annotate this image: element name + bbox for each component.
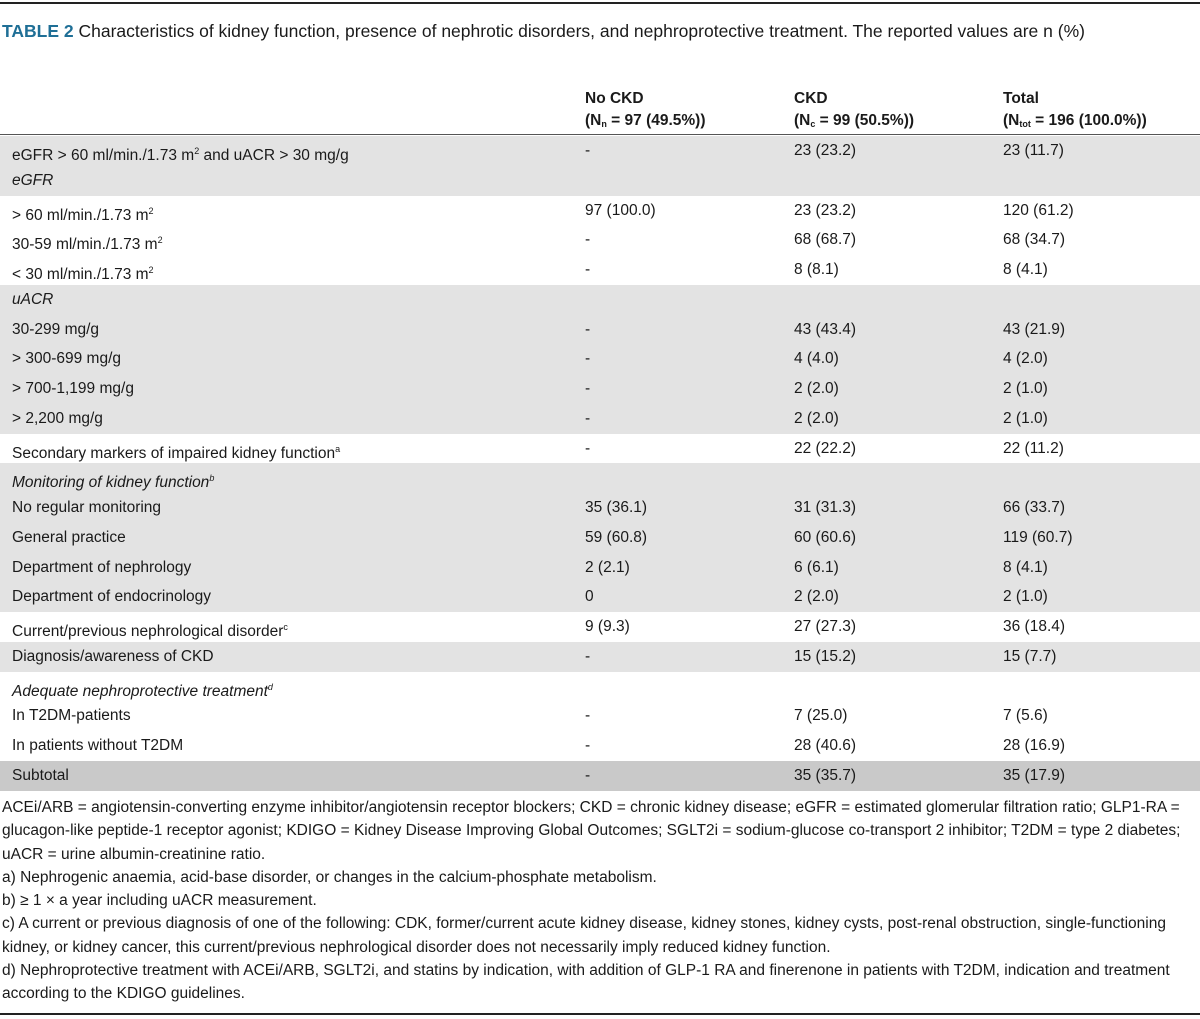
footnote: c) A current or previous diagnosis of one of the following: CDK, former/current acute kidney disease, kidney stones, kidney cysts, post-renal obstruction, single-functioning kidney, or kidney cancer, this current/previous nephrological disorder does not necessarily imply reduced kidney function. bbox=[2, 915, 1166, 956]
table-row bbox=[0, 196, 1200, 226]
total-value: 36 (18.4) bbox=[1003, 618, 1066, 635]
bottom-rule bbox=[0, 1013, 1200, 1015]
ckd-value: 31 (31.3) bbox=[794, 499, 857, 516]
caption-text: Characteristics of kidney function, presence of nephrotic disorders, and nephroprotective treatment. The reported values are n (%) bbox=[78, 21, 1085, 41]
table-row bbox=[0, 523, 1200, 553]
table-row bbox=[0, 344, 1200, 374]
table-row bbox=[0, 612, 1200, 642]
ckd-value: 2 (2.0) bbox=[794, 588, 839, 606]
table-row bbox=[0, 731, 1200, 761]
row-label: 30-59 ml/min./1.73 $m^2$ bbox=[12, 235, 163, 254]
row-label: < 30 ml/min./1.73 $m^2$ bbox=[12, 265, 154, 283]
footnote: ACEi/ARB = angiotensin-converting enzyme inhibitor/angiotensin receptor blockers; CKD = chronic kidney disease; eGFR = estimated glomerular filtration ratio; GLP1-RA = glucagon-like peptide-1 receptor agonist; KDIGO = Kidney Disease Improving Global Outcomes; SGLT2i = sodium-glucose co-transport 2 inhibitor; T2DM = type 2 diabetes; uACR = urine albumin-creatinine ratio. bbox=[2, 799, 1181, 863]
no-ckd-value: - bbox=[585, 350, 591, 368]
table-header bbox=[0, 82, 1200, 135]
row-label: > 60 ml/min./1.73 $m^2$ bbox=[12, 205, 154, 224]
total-value: 2 (1.0) bbox=[1003, 588, 1048, 606]
table-row bbox=[0, 701, 1200, 731]
footnote: a) Nephrogenic anaemia, acid-base disorder, or changes in the calcium-phosphate metabolism. bbox=[2, 868, 657, 886]
ckd-value: 7 (25.0) bbox=[794, 707, 848, 725]
no-ckd-value: - bbox=[585, 261, 591, 278]
no-ckd-value: - bbox=[585, 409, 591, 427]
total-value: 2 (1.0) bbox=[1003, 380, 1048, 397]
no-ckd-value: 97 (100.0) bbox=[585, 201, 656, 219]
total-value: 4 (2.0) bbox=[1003, 350, 1048, 368]
no-ckd-value: - bbox=[585, 707, 591, 725]
total-value: 7 (5.6) bbox=[1003, 707, 1048, 725]
table-footnotes bbox=[2, 796, 1198, 1006]
table-row bbox=[0, 404, 1200, 434]
ckd-value: 35 (35.7) bbox=[794, 766, 857, 784]
row-label: uACR bbox=[12, 290, 54, 308]
no-ckd-value: 35 (36.1) bbox=[585, 499, 648, 516]
table-row bbox=[0, 761, 1200, 791]
top-rule bbox=[0, 2, 1200, 4]
table-row bbox=[0, 136, 1200, 166]
table-row bbox=[0, 493, 1200, 523]
total-value: 35 (17.9) bbox=[1003, 766, 1066, 784]
footnote: b) ≥ 1 × a year including uACR measurement. bbox=[2, 892, 317, 910]
footnote: d) Nephroprotective treatment with ACEi/ARB, SGLT2i, and statins by indication, with addition of GLP-1 RA and finerenone in patients with T2DM, indication and treatment according to the KDIGO guidelines. bbox=[2, 962, 1170, 1003]
total-value: 120 (61.2) bbox=[1003, 201, 1074, 219]
ckd-value: 23 (23.2) bbox=[794, 201, 857, 219]
column-header-no-ckd: No CKD ($N_n = 97$ (49.5%)) bbox=[585, 90, 706, 129]
row-label: No regular monitoring bbox=[12, 499, 162, 516]
no-ckd-value: 59 (60.8) bbox=[585, 528, 648, 546]
table-row bbox=[0, 225, 1200, 255]
row-label: Secondary markers of impaired kidney function$^a$ bbox=[12, 443, 341, 462]
row-label: Department of nephrology bbox=[12, 558, 192, 576]
ckd-value: 15 (15.2) bbox=[794, 647, 857, 665]
no-ckd-value: - bbox=[585, 231, 591, 249]
ckd-value: 60 (60.6) bbox=[794, 528, 857, 546]
column-header-total: Total ($N_{tot} = 196$ (100.0%)) bbox=[1003, 90, 1147, 129]
row-label: Current/previous nephrological disorder$^c$ bbox=[12, 622, 288, 640]
total-value: 15 (7.7) bbox=[1003, 647, 1057, 665]
ckd-value: 43 (43.4) bbox=[794, 320, 857, 338]
total-value: 8 (4.1) bbox=[1003, 261, 1048, 278]
row-label: eGFR bbox=[12, 171, 54, 189]
ckd-value: 68 (68.7) bbox=[794, 231, 857, 249]
ckd-value: 4 (4.0) bbox=[794, 350, 839, 368]
table-row bbox=[0, 374, 1200, 404]
no-ckd-value: - bbox=[585, 647, 591, 665]
no-ckd-value: 0 bbox=[585, 588, 594, 606]
no-ckd-value: - bbox=[585, 766, 591, 784]
table-body bbox=[0, 136, 1200, 791]
table-row bbox=[0, 463, 1200, 493]
row-label: 30-299 mg/g bbox=[12, 320, 100, 338]
column-header-ckd: CKD ($N_c = 99$ (50.5%)) bbox=[794, 90, 915, 129]
no-ckd-value: - bbox=[585, 439, 591, 457]
table-row bbox=[0, 434, 1200, 464]
total-value: 8 (4.1) bbox=[1003, 558, 1048, 576]
row-label: General practice bbox=[12, 528, 126, 546]
ckd-value: 23 (23.2) bbox=[794, 142, 857, 159]
no-ckd-value: 2 (2.1) bbox=[585, 558, 630, 576]
no-ckd-value: - bbox=[585, 380, 591, 397]
ckd-value: 2 (2.0) bbox=[794, 380, 839, 397]
ckd-value: 8 (8.1) bbox=[794, 261, 839, 278]
table-row bbox=[0, 255, 1200, 285]
table-row bbox=[0, 315, 1200, 345]
row-label: > 700-1,199 mg/g bbox=[12, 380, 134, 397]
row-label: Department of endocrinology bbox=[12, 588, 212, 606]
table-row bbox=[0, 553, 1200, 583]
table-row bbox=[0, 642, 1200, 672]
total-value: 28 (16.9) bbox=[1003, 737, 1066, 754]
total-value: 43 (21.9) bbox=[1003, 320, 1066, 338]
row-label: In patients without T2DM bbox=[12, 737, 184, 754]
total-value: 66 (33.7) bbox=[1003, 499, 1066, 516]
total-value: 22 (11.2) bbox=[1003, 439, 1064, 457]
total-value: 23 (11.7) bbox=[1003, 142, 1064, 159]
table-row bbox=[0, 582, 1200, 612]
row-label: In T2DM-patients bbox=[12, 707, 131, 725]
table-caption bbox=[2, 20, 1192, 43]
row-label: > 2,200 mg/g bbox=[12, 409, 103, 427]
total-value: 2 (1.0) bbox=[1003, 409, 1048, 427]
table-row bbox=[0, 672, 1200, 702]
row-label: eGFR > 60 ml/min./1.73 $m^2$ and uACR > 30 mg/g bbox=[12, 146, 349, 164]
ckd-value: 28 (40.6) bbox=[794, 737, 857, 754]
row-label: > 300-699 mg/g bbox=[12, 350, 122, 368]
ckd-value: 6 (6.1) bbox=[794, 558, 839, 576]
table-row bbox=[0, 166, 1200, 196]
no-ckd-value: - bbox=[585, 320, 591, 338]
table-row bbox=[0, 285, 1200, 315]
total-value: 119 (60.7) bbox=[1003, 528, 1073, 546]
row-label: Subtotal bbox=[12, 766, 69, 784]
row-label: Monitoring of kidney function$^b$ bbox=[12, 473, 215, 492]
total-value: 68 (34.7) bbox=[1003, 231, 1066, 249]
ckd-value: 27 (27.3) bbox=[794, 618, 857, 635]
row-label: Adequate nephroprotective treatment$^d$ bbox=[12, 681, 273, 700]
row-label: Diagnosis/awareness of CKD bbox=[12, 647, 214, 665]
no-ckd-value: - bbox=[585, 737, 591, 754]
no-ckd-value: 9 (9.3) bbox=[585, 618, 630, 635]
no-ckd-value: - bbox=[585, 142, 591, 159]
ckd-value: 22 (22.2) bbox=[794, 439, 857, 457]
ckd-value: 2 (2.0) bbox=[794, 409, 839, 427]
table-label: TABLE 2 bbox=[2, 21, 74, 41]
